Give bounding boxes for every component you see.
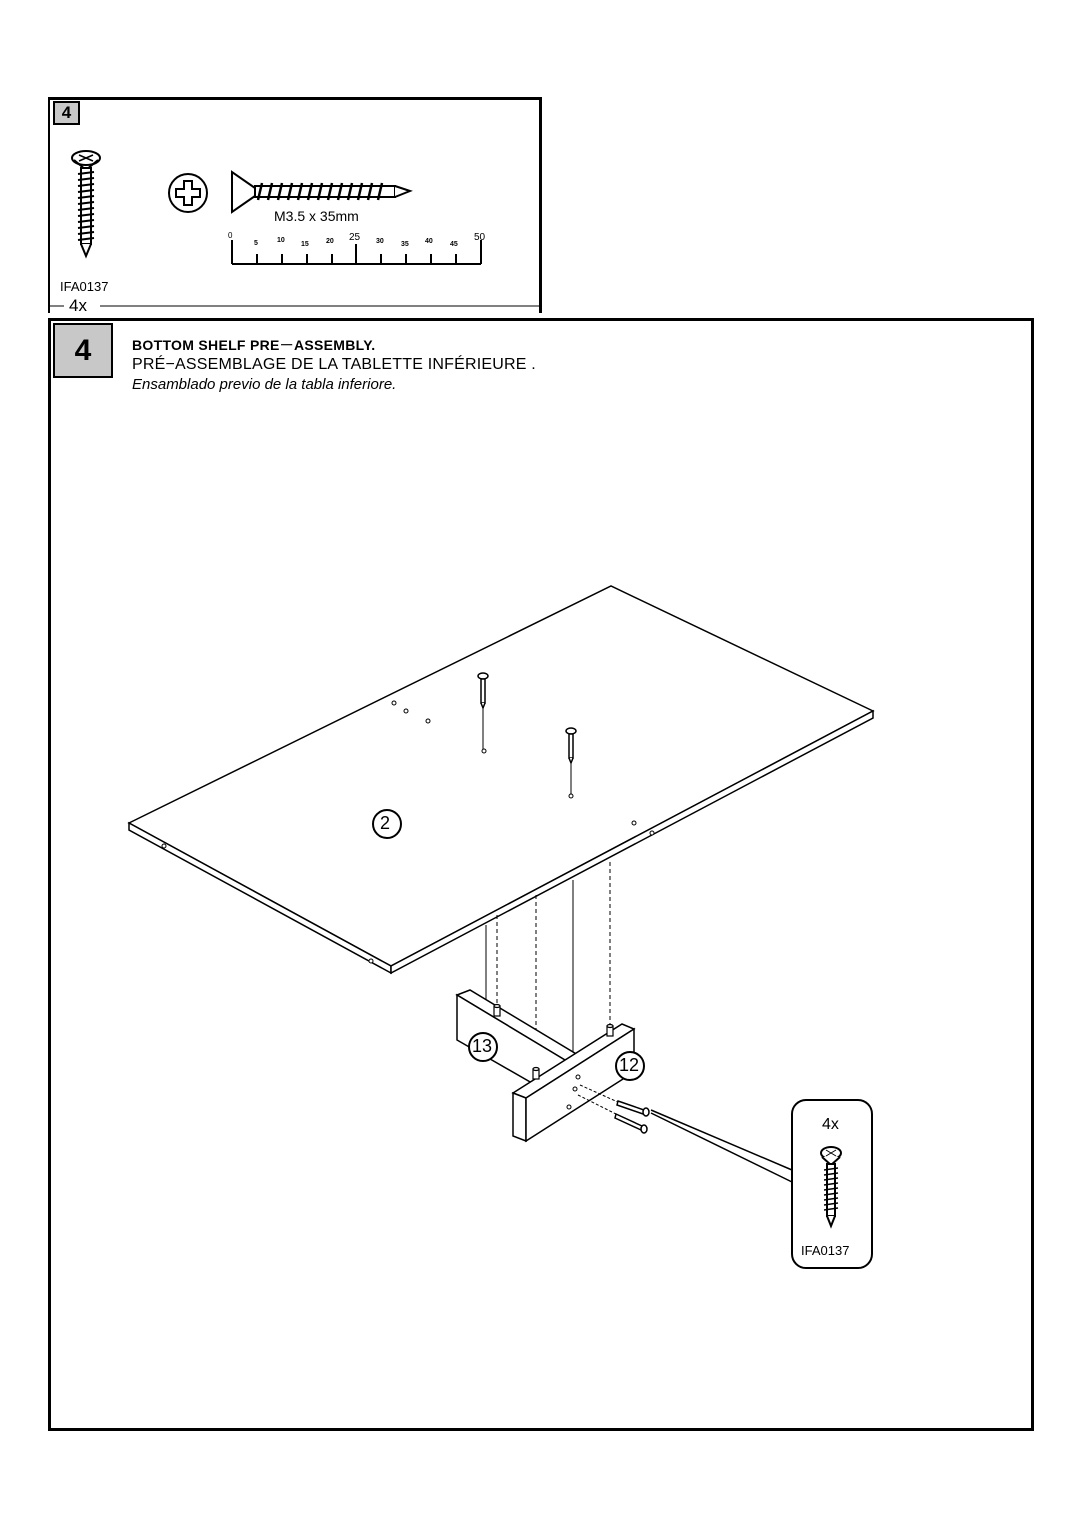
phillips-drive-icon — [169, 174, 207, 212]
hardware-step-badge: 4 — [53, 101, 80, 125]
step-badge: 4 — [53, 323, 113, 378]
screw-vertical-icon — [72, 151, 100, 256]
screw-horizontal-icon — [232, 172, 410, 212]
ruler-tick-25: 25 — [349, 232, 361, 243]
ruler-tick-40: 40 — [425, 238, 433, 245]
ruler-tick-50: 50 — [474, 232, 486, 243]
step-title-es: Ensamblado previo de la tabla inferiore. — [132, 376, 397, 393]
part-2-number: 2 — [380, 813, 391, 833]
ruler-tick-5: 5 — [254, 240, 258, 247]
screw-size-label: M3.5 x 35mm — [274, 208, 359, 224]
callout-quantity: 4x — [822, 1116, 839, 1133]
ruler-tick-10: 10 — [277, 237, 285, 244]
ruler-tick-45: 45 — [450, 241, 458, 248]
ruler-tick-0: 0 — [228, 231, 233, 240]
ruler-tick-20: 20 — [326, 238, 334, 245]
part-13-number: 13 — [472, 1036, 493, 1056]
ruler-tick-15: 15 — [301, 241, 309, 248]
ruler-tick-35: 35 — [401, 241, 409, 248]
ruler — [232, 240, 481, 264]
ruler-tick-30: 30 — [376, 238, 384, 245]
step-box — [48, 318, 1034, 1431]
callout-code: IFA0137 — [801, 1243, 850, 1258]
part-12-number: 12 — [619, 1055, 640, 1075]
screw-quantity: 4x — [66, 296, 90, 316]
step-title-en: BOTTOM SHELF PRE－ASSEMBLY. — [132, 337, 376, 353]
step-title-fr: PRÉ−ASSEMBLAGE DE LA TABLETTE INFÉRIEURE . — [132, 356, 536, 373]
screw-code: IFA0137 — [60, 279, 109, 294]
